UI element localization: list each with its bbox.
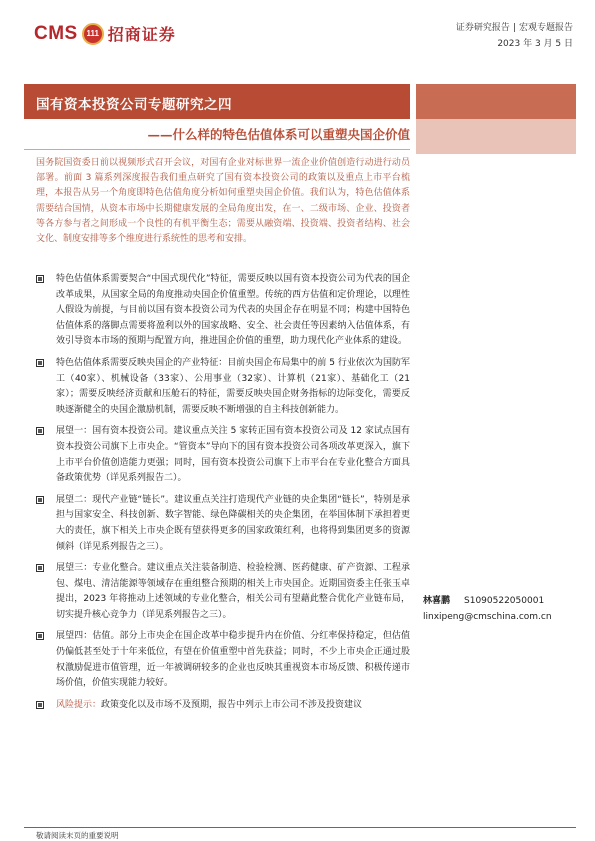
analyst-info (423, 593, 552, 625)
company-logo (34, 22, 176, 45)
report-date: 2023 年 3 月 5 日 (497, 39, 573, 49)
analyst-email[interactable]: linxipeng@cmschina.com.cn (423, 612, 552, 622)
bullet-square-icon (36, 496, 44, 504)
key-point-text: 特色估值体系需要反映央国企的产业特征：目前央国企布局集中的前 5 行业依次为国防军工（40家）、机械设备（33家）、公用事业（32家）、计算机（21家）、基础化工（21家）；需要反映经济贡献和压舱石的特征，需要反映央国企财务指标的边际变化，需要反映逐渐健全的央国企激励机制，需要反映不断增强的自主科技创新能力。 (56, 357, 410, 415)
analyst-cert: S1090522050001 (464, 596, 545, 606)
footer-note: 敬请阅读末页的重要说明 (36, 831, 119, 840)
risk-text: 政策变化以及市场不及预期，报告中列示上市公司不涉及投资建议 (101, 699, 363, 710)
key-points-list (36, 272, 410, 719)
key-point-text: 展望三：专业化整合。建议重点关注装备制造、检验检测、医药健康、矿产资源、工程承包、煤电、清洁能源等领域存在重组整合预期的相关上市央国企。近期国资委主任张玉卓提出，2023 年将推动上述领域的专业化整合，相关公司有望藉此整合优化产业链布局，切实提升核心竞争力（详见系列报告之三）。 (56, 563, 410, 620)
bullet-square-icon (36, 701, 44, 709)
bullet-square-icon (36, 359, 44, 367)
key-point-text: 特色估值体系需要契合“中国式现代化”特征，需要反映以国有资本投资公司为代表的国企改革成果，从国家全局的角度推动央国企价值重塑。传统的西方估值和定价理论，以理性人假设为前提，与目前以国有资本投资公司为代表的央国企存在明显不同；构建中国特色估值体系的落脚点需要将盈利以外的国家战略、安全、社会责任等因素纳入估值体系，有效引导资本市场的预期与配置方向，推进国企价值的重塑，助力现代化产业体系的建设。 (56, 274, 410, 347)
bullet-square-icon (36, 632, 44, 640)
subtitle-divider (24, 149, 410, 150)
bullet-square-icon (36, 275, 44, 283)
key-point (36, 629, 410, 691)
key-point (36, 561, 410, 623)
meta-separator: | (512, 23, 516, 33)
logo-badge-icon: 111 (82, 23, 104, 45)
key-point (36, 272, 410, 350)
logo-cms-text: CMS (34, 22, 78, 44)
report-type: 证券研究报告 (455, 23, 510, 33)
risk-warning (36, 698, 410, 714)
key-point-text: 展望四：估值。部分上市央企在国企改革中稳步提升内在价值、分红率保持稳定，但估值仍偏低甚至处于十年来低位，有望在价值重塑中首先获益；同时，不少上市央企正通过股权激励促进市值管理，近一年被调研较多的企业也反映其重视资本市场反馈、积极传递市场价值，价值实现能力较好。 (56, 631, 410, 689)
bullet-square-icon (36, 427, 44, 435)
risk-label: 风险提示： (56, 699, 102, 710)
key-point-text: 展望一：国有资本投资公司。建议重点关注 5 家转正国有资本投资公司及 12 家试点国有资本投资公司旗下上市央企。“管资本”导向下的国有资本投资公司各项改革更深入，旗下上市平台价值创造能力更强；同时，国有资本投资公司旗下上市平台在专业化整合方面具备政策优势（详见系列报告二）。 (56, 426, 410, 484)
key-point (36, 356, 410, 418)
report-category: 宏观专题报告 (518, 23, 573, 33)
side-color-block-light (416, 119, 576, 154)
footer-divider (24, 827, 576, 828)
title-band (24, 84, 410, 119)
analyst-name: 林喜鹏 (423, 596, 451, 606)
report-meta (456, 20, 573, 52)
key-point (36, 424, 410, 486)
report-subtitle: ——什么样的特色估值体系可以重塑央国企价值 (147, 127, 410, 142)
intro-paragraph: 国务院国资委日前以视频形式召开会议，对国有企业对标世界一流企业价值创造行动进行动员部署。前面 3 篇系列深度报告我们重点研究了国有资本投资公司的政策以及重点上市平台梳理，本报告从另一个角度即特色估值角度分析如何重塑央国企价值。我们认为，特色估值体系需要结合国情，从资本市场中长期健康发展的全局角度出发，在一、二级市场、企业、投资者等各方参与者之间形成一个良性的有机平衡生态；需要从融资端、投资端、投资者结构、社会文化、制度安排等多个维度进行系统性的思考和安排。 (36, 158, 410, 245)
key-point (36, 493, 410, 555)
report-title: 国有资本投资公司专题研究之四 (36, 97, 232, 113)
bullet-square-icon (36, 564, 44, 572)
key-point-text: 展望二：现代产业链“链长”。建议重点关注打造现代产业链的央企集团“链长”，特别是承担与国家安全、科技创新、数字智能、绿色降碳相关的央企集团，在举国体制下承担着更大的责任，旗下相关上市央企既有望获得更多的国家政策红利，也将得到集团更多的资源倾斜（详见系列报告之三）。 (56, 494, 410, 552)
side-color-block (416, 84, 576, 119)
logo-cn-text: 招商证券 (107, 25, 176, 44)
